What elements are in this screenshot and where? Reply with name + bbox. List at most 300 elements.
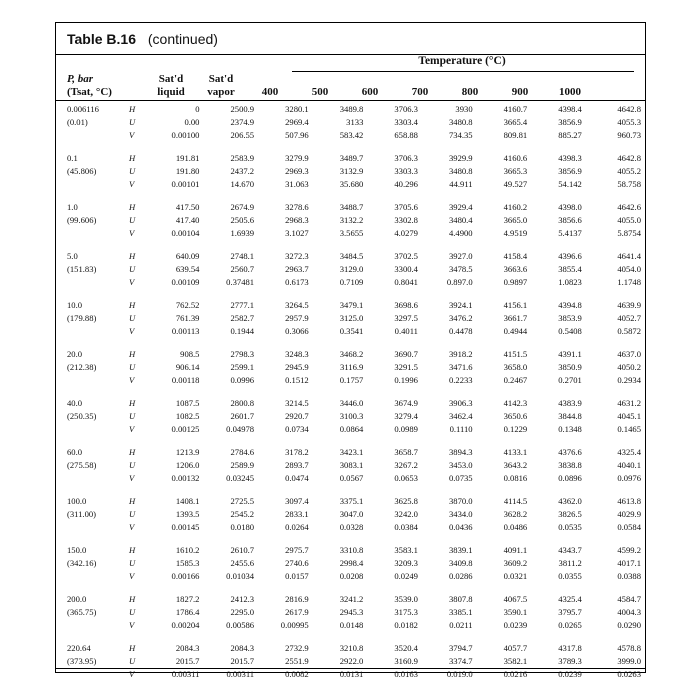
value-cell: 0.0131: [339, 669, 364, 679]
value-cell: 3658.7: [394, 447, 418, 457]
tsat-cell: (45.806): [67, 166, 97, 176]
value-cell: 2777.1: [230, 300, 255, 310]
value-cell: 3702.5: [394, 251, 418, 261]
value-cell: 2816.9: [285, 594, 309, 604]
value-cell: 2545.2: [230, 509, 255, 519]
pressure-header-line2: (Tsat, °C): [67, 86, 112, 98]
value-cell: 0.0264: [285, 522, 309, 532]
value-cell: 3582.1: [503, 656, 528, 666]
value-cell: 14.670: [230, 179, 255, 189]
value-cell: 1610.2: [175, 545, 200, 555]
value-cell: 0.0474: [285, 473, 309, 483]
value-cell: 2015.7: [230, 656, 255, 666]
table-row: [56, 593, 645, 606]
value-cell: 4158.4: [503, 251, 528, 261]
spacer-cell: [56, 240, 645, 250]
empty-cell: [56, 521, 127, 534]
value-cell: 0.0436: [448, 522, 473, 532]
value-cell: 2455.6: [230, 558, 255, 568]
value-cell: 0.4478: [448, 326, 473, 336]
property-symbol: U: [129, 607, 136, 617]
property-symbol: H: [129, 398, 136, 408]
value-cell: 3476.2: [448, 313, 473, 323]
value-cell: 3839.1: [448, 545, 473, 555]
tsat-cell: (250.35): [67, 411, 97, 421]
value-cell: 4343.7: [558, 545, 582, 555]
property-symbol: V: [129, 179, 135, 189]
value-cell: 3658.0: [503, 362, 528, 372]
value-cell: 2969.4: [285, 117, 309, 127]
table-row: [56, 472, 645, 485]
tsat-cell: (99.606): [67, 215, 97, 225]
value-cell: 191.81: [175, 153, 200, 163]
pressure-cell: 0.1: [67, 153, 78, 163]
value-cell: 2798.3: [230, 349, 255, 359]
value-cell: 4631.2: [617, 398, 641, 408]
table-row: [56, 459, 645, 472]
value-cell: 0.0148: [339, 620, 364, 630]
value-cell: 3661.7: [503, 313, 528, 323]
value-cell: 3794.7: [448, 643, 473, 653]
value-cell: 0.1996: [394, 375, 418, 385]
value-cell: 44.911: [449, 179, 473, 189]
value-cell: 4050.2: [617, 362, 641, 372]
value-cell: 3706.3: [394, 104, 418, 114]
value-cell: 3303.4: [394, 117, 418, 127]
sat-liquid-header-line2: liquid: [157, 86, 185, 98]
group-spacer: [56, 485, 645, 495]
value-cell: 3706.3: [394, 153, 418, 163]
value-cell: 3539.0: [394, 594, 418, 604]
value-cell: 3302.8: [394, 215, 418, 225]
group-spacer: [56, 338, 645, 348]
value-cell: 0.1229: [503, 424, 528, 434]
property-symbol: H: [129, 251, 136, 261]
empty-cell: [56, 619, 127, 632]
value-cell: 3625.8: [394, 496, 418, 506]
value-cell: 1087.5: [175, 398, 200, 408]
value-cell: 2725.5: [230, 496, 255, 506]
value-cell: 3453.0: [448, 460, 473, 470]
value-cell: 3278.6: [285, 202, 309, 212]
value-cell: 908.5: [180, 349, 200, 359]
value-cell: 1827.2: [175, 594, 200, 604]
temp-col-2: 600: [361, 86, 379, 98]
property-symbol: U: [129, 215, 136, 225]
value-cell: 0.0290: [617, 620, 641, 630]
property-symbol: V: [129, 571, 135, 581]
value-cell: 0.1944: [230, 326, 255, 336]
value-cell: 4040.1: [617, 460, 641, 470]
table-row: [56, 668, 645, 681]
property-symbol: U: [129, 117, 136, 127]
table-row: [56, 178, 645, 191]
value-cell: 0.00101: [171, 179, 200, 189]
group-spacer: [56, 632, 645, 642]
table-row: [56, 299, 645, 312]
spacer-cell: [56, 534, 645, 544]
value-cell: 0.01034: [226, 571, 255, 581]
value-cell: 0.5408: [558, 326, 582, 336]
value-cell: 3409.8: [448, 558, 473, 568]
tsat-cell: (151.83): [67, 264, 97, 274]
value-cell: 2833.1: [285, 509, 309, 519]
table-caption: [67, 31, 218, 49]
property-symbol: U: [129, 313, 136, 323]
value-cell: 2748.1: [230, 251, 255, 261]
table-row: [56, 361, 645, 374]
tsat-cell: (212.38): [67, 362, 97, 372]
value-cell: 809.81: [503, 130, 528, 140]
value-cell: 3698.6: [394, 300, 418, 310]
value-cell: 2674.9: [230, 202, 255, 212]
value-cell: 0.8041: [394, 277, 418, 287]
value-cell: 3471.6: [448, 362, 473, 372]
value-cell: 3279.9: [285, 153, 309, 163]
value-cell: 3.5655: [339, 228, 364, 238]
property-symbol: U: [129, 166, 136, 176]
property-symbol: V: [129, 473, 135, 483]
value-cell: 0.00109: [171, 277, 200, 287]
value-cell: 0.0321: [503, 571, 528, 581]
temp-col-1: 500: [311, 86, 329, 98]
value-cell: 2295.0: [230, 607, 255, 617]
value-cell: 0.0211: [449, 620, 473, 630]
property-symbol: H: [129, 594, 136, 604]
value-cell: 3385.1: [448, 607, 473, 617]
value-cell: 2589.9: [230, 460, 255, 470]
value-cell: 3310.8: [339, 545, 364, 555]
value-cell: 658.88: [394, 130, 418, 140]
table-body: [56, 103, 645, 681]
value-cell: 0.0486: [503, 522, 528, 532]
sat-vapor-header: [199, 73, 243, 99]
value-cell: 0.0082: [285, 669, 309, 679]
value-cell: 0.00995: [280, 620, 309, 630]
value-cell: 0.00118: [171, 375, 200, 385]
value-cell: 4045.1: [617, 411, 641, 421]
value-cell: 4055.0: [617, 215, 641, 225]
property-symbol: U: [129, 509, 136, 519]
pressure-cell: 20.0: [67, 349, 83, 359]
value-cell: 4325.4: [558, 594, 582, 604]
value-cell: 4133.1: [503, 447, 528, 457]
value-cell: 2583.9: [230, 153, 255, 163]
tsat-cell: (0.01): [67, 117, 88, 127]
value-cell: 0.1512: [285, 375, 309, 385]
tsat-cell: (179.88): [67, 313, 97, 323]
value-cell: 0.03245: [226, 473, 255, 483]
value-cell: 3175.3: [394, 607, 418, 617]
value-cell: 4.4900: [448, 228, 473, 238]
value-cell: 3826.5: [558, 509, 582, 519]
value-cell: 0.00166: [171, 571, 200, 581]
value-cell: 4004.3: [617, 607, 641, 617]
value-cell: 3434.0: [448, 509, 473, 519]
value-cell: 0.00145: [171, 522, 200, 532]
value-cell: 0.0816: [503, 473, 528, 483]
property-symbol: H: [129, 202, 136, 212]
property-symbol: U: [129, 264, 136, 274]
value-cell: 3210.8: [339, 643, 364, 653]
value-cell: 0.0182: [394, 620, 418, 630]
property-symbol: H: [129, 447, 136, 457]
value-cell: 0.1757: [339, 375, 364, 385]
value-cell: 4052.7: [617, 313, 641, 323]
value-cell: 2560.7: [230, 264, 255, 274]
value-cell: 3242.0: [394, 509, 418, 519]
spacer-cell: [56, 583, 645, 593]
value-cell: 3178.2: [285, 447, 309, 457]
property-symbol: V: [129, 522, 135, 532]
value-cell: 3590.1: [503, 607, 528, 617]
value-cell: 3855.4: [558, 264, 582, 274]
value-cell: 0.0328: [339, 522, 364, 532]
value-cell: 507.96: [285, 130, 309, 140]
value-cell: 2500.9: [230, 104, 255, 114]
value-cell: 191.80: [175, 166, 200, 176]
value-cell: 0.0864: [339, 424, 364, 434]
empty-cell: [56, 276, 127, 289]
value-cell: 3241.2: [339, 594, 364, 604]
value-cell: 4317.8: [558, 643, 582, 653]
value-cell: 3484.5: [339, 251, 364, 261]
sat-liquid-header-line1: Sat'd: [158, 73, 184, 85]
pressure-cell: 5.0: [67, 251, 78, 261]
table-subtitle: (continued): [147, 31, 218, 47]
value-cell: 4642.8: [617, 153, 641, 163]
value-cell: 3132.2: [339, 215, 364, 225]
value-cell: 417.50: [175, 202, 200, 212]
value-cell: 2893.7: [285, 460, 309, 470]
pressure-cell: 10.0: [67, 300, 83, 310]
value-cell: 1.0823: [558, 277, 582, 287]
spacer-cell: [56, 632, 645, 642]
value-cell: 3650.6: [503, 411, 528, 421]
value-cell: 0.3066: [285, 326, 309, 336]
property-symbol: U: [129, 558, 136, 568]
value-cell: 4398.3: [558, 153, 582, 163]
property-symbol: H: [129, 104, 136, 114]
value-cell: 761.39: [175, 313, 200, 323]
value-cell: 4142.3: [503, 398, 528, 408]
value-cell: 3374.7: [448, 656, 473, 666]
spacer-cell: [56, 191, 645, 201]
value-cell: 0.0735: [448, 473, 473, 483]
value-cell: 3303.3: [394, 166, 418, 176]
pressure-cell: 100.0: [67, 496, 87, 506]
value-cell: 3811.2: [558, 558, 582, 568]
empty-cell: [56, 570, 127, 583]
pressure-cell: 1.0: [67, 202, 78, 212]
value-cell: 3999.0: [617, 656, 641, 666]
property-symbol: H: [129, 300, 136, 310]
table-row: [56, 557, 645, 570]
value-cell: 0.0180: [230, 522, 255, 532]
value-cell: 3264.5: [285, 300, 309, 310]
spacer-cell: [56, 436, 645, 446]
value-cell: 4383.9: [558, 398, 582, 408]
value-cell: 4641.4: [617, 251, 641, 261]
value-cell: 0.0535: [558, 522, 582, 532]
value-cell: 1082.5: [175, 411, 200, 421]
value-cell: 2968.3: [285, 215, 309, 225]
value-cell: 3690.7: [394, 349, 418, 359]
value-cell: 583.42: [339, 130, 364, 140]
value-cell: 0.0996: [230, 375, 255, 385]
value-cell: 0.3541: [339, 326, 364, 336]
value-cell: 4160.6: [503, 153, 528, 163]
value-cell: 0.0249: [394, 571, 418, 581]
value-cell: 4376.6: [558, 447, 582, 457]
property-symbol: U: [129, 460, 136, 470]
value-cell: 3853.9: [558, 313, 582, 323]
property-symbol: V: [129, 375, 135, 385]
value-cell: 3850.9: [558, 362, 582, 372]
group-spacer: [56, 583, 645, 593]
value-cell: 0.2701: [558, 375, 582, 385]
value-cell: 4391.1: [558, 349, 582, 359]
tsat-cell: (365.75): [67, 607, 97, 617]
value-cell: 3488.7: [339, 202, 364, 212]
property-symbol: V: [129, 669, 135, 679]
value-cell: 0.00113: [171, 326, 200, 336]
value-cell: 3674.9: [394, 398, 418, 408]
empty-cell: [56, 668, 127, 681]
value-cell: 2084.3: [230, 643, 255, 653]
table-row: [56, 495, 645, 508]
value-cell: 2922.0: [339, 656, 364, 666]
value-cell: 3446.0: [339, 398, 364, 408]
value-cell: 4055.3: [617, 117, 641, 127]
value-cell: 3468.2: [339, 349, 364, 359]
value-cell: 206.55: [230, 130, 255, 140]
value-cell: 2084.3: [175, 643, 200, 653]
value-cell: 1213.9: [175, 447, 200, 457]
pressure-cell: 0.006116: [67, 104, 99, 114]
table-label: Table B.16: [67, 31, 136, 47]
table-row: [56, 655, 645, 668]
property-symbol: V: [129, 620, 135, 630]
table-row: [56, 312, 645, 325]
value-cell: 0.4011: [394, 326, 418, 336]
header-rule: [56, 100, 645, 101]
value-cell: 0.00125: [171, 424, 200, 434]
value-cell: 762.52: [175, 300, 200, 310]
property-symbol: H: [129, 153, 136, 163]
temp-col-3: 700: [411, 86, 429, 98]
value-cell: 3047.0: [339, 509, 364, 519]
value-cell: 2945.3: [339, 607, 364, 617]
value-cell: 3478.5: [448, 264, 473, 274]
pressure-header: [67, 73, 112, 99]
value-cell: 54.142: [558, 179, 582, 189]
temperature-rule: [292, 71, 634, 72]
value-cell: 4396.6: [558, 251, 582, 261]
value-cell: 0.0384: [394, 522, 418, 532]
value-cell: 0.00311: [226, 669, 255, 679]
value-cell: 4055.2: [617, 166, 641, 176]
property-symbol: U: [129, 411, 136, 421]
pressure-header-line1: P, bar: [67, 73, 94, 85]
property-symbol: U: [129, 362, 136, 372]
value-cell: 3125.0: [339, 313, 364, 323]
value-cell: 2800.8: [230, 398, 255, 408]
table-row: [56, 250, 645, 263]
value-cell: 3083.1: [339, 460, 364, 470]
value-cell: 0.00204: [171, 620, 200, 630]
table-row: [56, 410, 645, 423]
value-cell: 885.27: [558, 130, 582, 140]
value-cell: 0.0239: [558, 669, 582, 679]
value-cell: 4160.2: [503, 202, 528, 212]
property-symbol: V: [129, 277, 135, 287]
value-cell: 0.0286: [448, 571, 473, 581]
spacer-cell: [56, 485, 645, 495]
value-cell: 4394.8: [558, 300, 582, 310]
table-row: [56, 508, 645, 521]
value-cell: 3479.1: [339, 300, 364, 310]
value-cell: 0.9897: [503, 277, 528, 287]
table-row: [56, 129, 645, 142]
value-cell: 4642.8: [617, 104, 641, 114]
value-cell: 0.6173: [285, 277, 309, 287]
empty-cell: [56, 374, 127, 387]
value-cell: 734.35: [448, 130, 473, 140]
value-cell: 0.0263: [617, 669, 641, 679]
value-cell: 2963.7: [285, 264, 309, 274]
value-cell: 2920.7: [285, 411, 309, 421]
value-cell: 4054.0: [617, 264, 641, 274]
value-cell: 3248.3: [285, 349, 309, 359]
value-cell: 0.04978: [226, 424, 255, 434]
value-cell: 4398.0: [558, 202, 582, 212]
property-symbol: H: [129, 545, 136, 555]
value-cell: 3160.9: [394, 656, 418, 666]
value-cell: 3924.1: [448, 300, 473, 310]
value-cell: 0.897.0: [446, 277, 473, 287]
value-cell: 4057.7: [503, 643, 528, 653]
pressure-cell: 150.0: [67, 545, 87, 555]
value-cell: 2732.9: [285, 643, 309, 653]
value-cell: 3918.2: [448, 349, 473, 359]
value-cell: 0.0734: [285, 424, 309, 434]
value-cell: 2740.6: [285, 558, 309, 568]
value-cell: 2945.9: [285, 362, 309, 372]
empty-cell: [56, 129, 127, 142]
value-cell: 4398.4: [558, 104, 582, 114]
value-cell: 3870.0: [448, 496, 473, 506]
value-cell: 1206.0: [175, 460, 200, 470]
value-cell: 5.8754: [617, 228, 641, 238]
value-cell: 3272.3: [285, 251, 309, 261]
value-cell: 5.4137: [558, 228, 582, 238]
value-cell: 3480.8: [448, 117, 473, 127]
value-cell: 3097.4: [285, 496, 309, 506]
value-cell: 0.0653: [394, 473, 418, 483]
value-cell: 2015.7: [175, 656, 200, 666]
table-row: [56, 348, 645, 361]
value-cell: 3267.2: [394, 460, 418, 470]
group-spacer: [56, 191, 645, 201]
empty-cell: [56, 227, 127, 240]
value-cell: 0.0208: [339, 571, 364, 581]
value-cell: 0.2934: [617, 375, 641, 385]
value-cell: 3291.5: [394, 362, 418, 372]
value-cell: 0.019.0: [446, 669, 473, 679]
property-symbol: U: [129, 656, 136, 666]
property-symbol: V: [129, 424, 135, 434]
